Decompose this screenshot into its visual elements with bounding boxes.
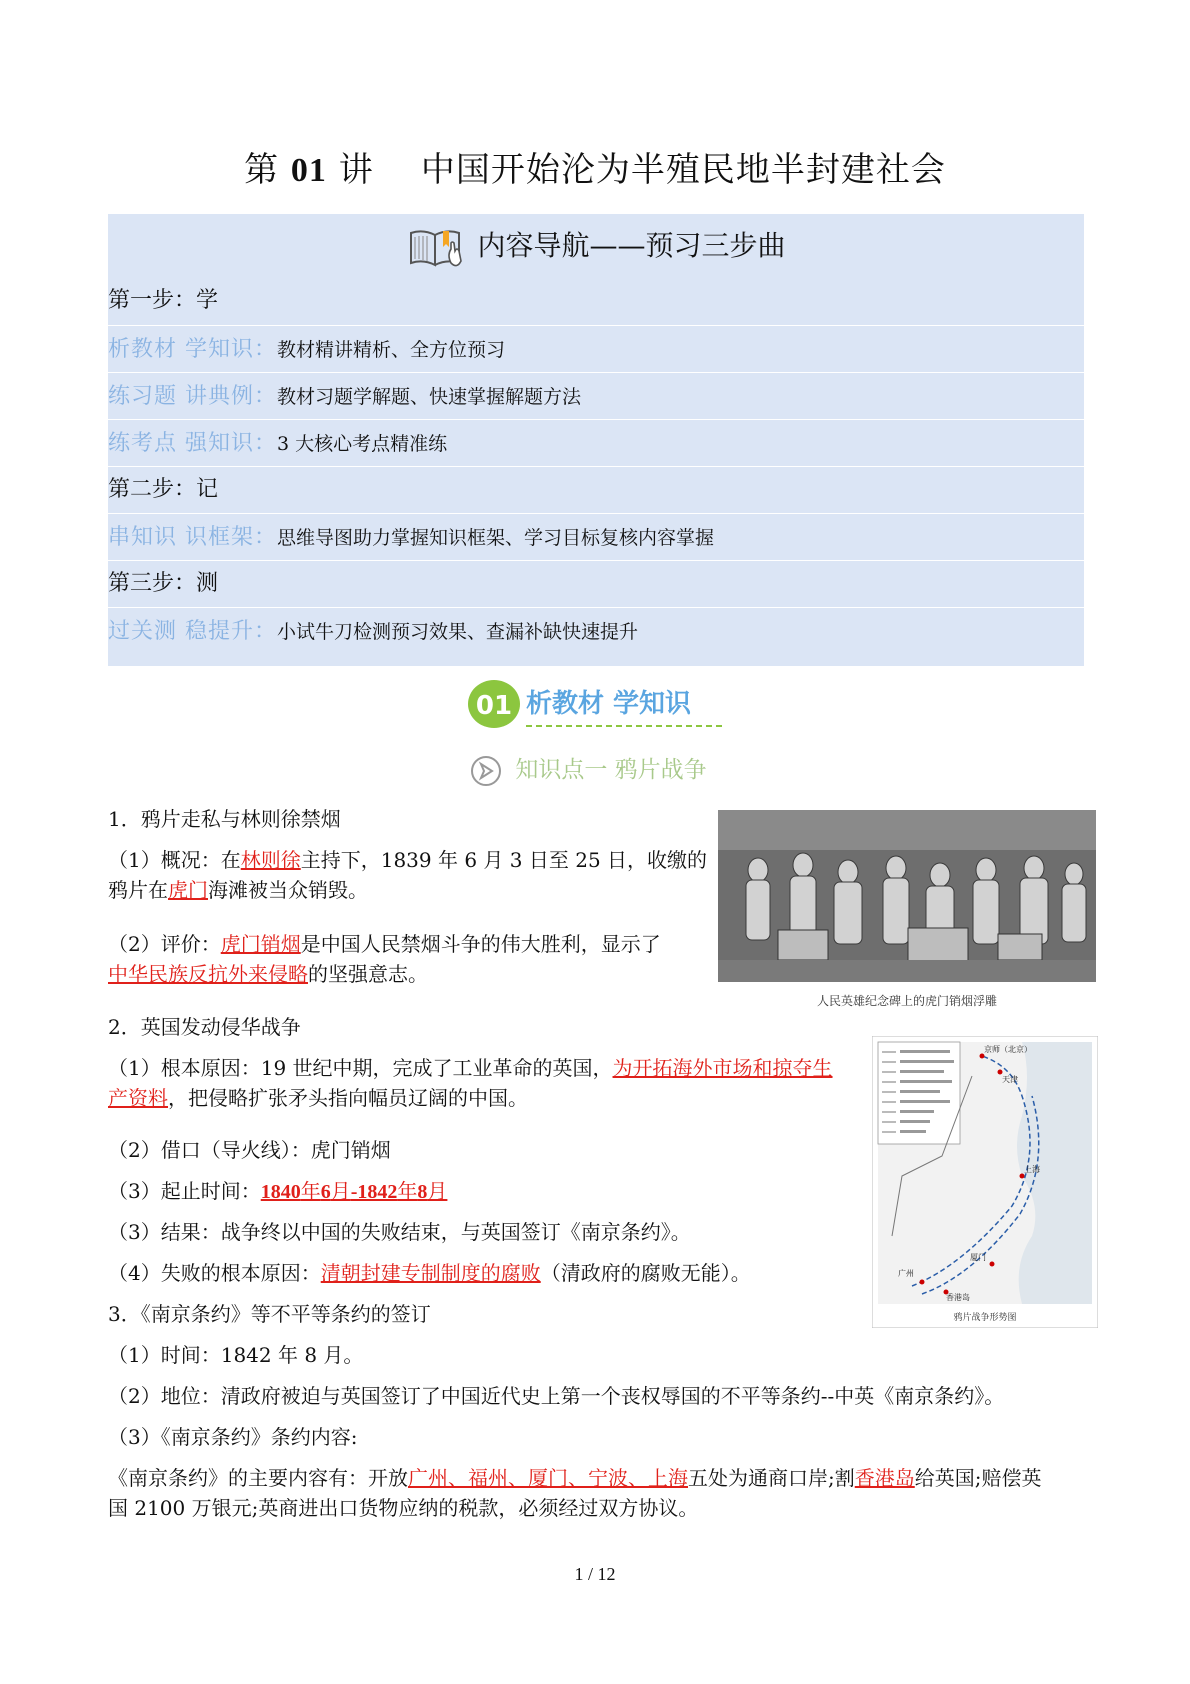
text: （1）根本原因：19 世纪中期，完成了工业革命的英国， [108,1056,613,1080]
heading-3 [108,1299,431,1329]
paragraph-pretext [108,1135,391,1165]
knowledge-point-text: 知识点一 鸦片战争 [515,757,707,783]
highlight-text: 月 [330,1179,351,1203]
paragraph-failure-cause [108,1258,751,1288]
map-label-hongkong: 香港岛 [946,1293,970,1302]
paragraph-root-cause [108,1053,833,1113]
highlight-text: 清朝封建专制制度的腐败 [320,1261,541,1285]
title-prefix: 第 [244,150,280,190]
section-badge [466,676,726,732]
map-label-xiamen: 厦门 [970,1253,986,1262]
text: （2）地位：清政府被迫与英国签订了中国近代史上第一个丧权辱国的不平等条约--中英《南京条约》。 [108,1384,1005,1408]
humen-relief-photo [718,810,1096,982]
text: 五处为通商口岸;割 [688,1466,855,1490]
text: 主持下，1839 年 6 月 3 日至 25 日，收缴的 [300,848,708,872]
paragraph-overview [108,845,707,905]
arrow-circle-icon [470,755,502,787]
title-lesson-no: 01 [290,152,327,189]
nav-row-framework [108,513,1084,560]
text: ，把侵略扩张矛头指向幅员辽阔的中国。 [168,1086,528,1110]
nav-row-value: 教材习题学解题、快速掌握解题方法 [277,386,582,408]
text: 《南京条约》的主要内容有：开放 [108,1466,408,1490]
section-badge-number: 01 [475,691,513,721]
highlight-text: 虎门 [168,878,208,902]
paragraph-evaluation [108,929,661,989]
highlight-text: 月 [427,1179,448,1203]
paragraph-result [108,1217,691,1247]
text: （1）概况：在 [108,848,241,872]
nav-row-value: 思维导图助力掌握知识框架、学习目标复核内容掌握 [277,527,715,549]
text: （2）借口（导火线）：虎门销烟 [108,1138,391,1162]
map-label-shanghai: 上海 [1024,1165,1040,1174]
text: （3）起止时间： [108,1179,261,1203]
highlight-text: 林则徐 [240,848,301,872]
text: （2）评价： [108,932,221,956]
paragraph-treaty-content-heading [108,1422,357,1452]
nav-row-label: 析教材 学知识： [108,337,277,362]
paragraph-treaty-content [108,1463,1088,1523]
nav-step-3 [108,560,1084,607]
page-number: 1 / 12 [574,1564,616,1584]
map-label-beijing: 京师（北京） [984,1045,1032,1054]
highlight-text: 年 [300,1179,321,1203]
highlight-year: 1840 [260,1181,301,1203]
nav-step-3-text: 第三步：测 [108,571,219,596]
text: （3）结果：战争终以中国的失败结束，与英国签订《南京条约》。 [108,1220,691,1244]
title-suffix: 讲 [338,150,374,190]
nav-row-value: 3 大核心考点精准练 [277,433,448,455]
opium-war-map [872,1036,1098,1328]
knowledge-point-heading [470,752,707,788]
nav-step-2 [108,466,1084,513]
map-label-tianjin: 天津 [1002,1075,1018,1084]
nav-row-analyze [108,325,1084,372]
highlight-text: 香港岛 [854,1466,915,1490]
text: （清政府的腐败无能）。 [540,1261,751,1285]
heading-1-text: 1．鸦片走私与林则徐禁烟 [108,807,341,831]
nav-heading-text: 内容导航——预习三步曲 [477,229,786,262]
nav-heading [108,222,1084,270]
section-badge-text: 析教材 学知识 [526,689,692,719]
paragraph-treaty-time [108,1340,363,1370]
nav-row-value: 小试牛刀检测预习效果、查漏补缺快速提升 [277,621,639,643]
highlight-text: 年 [397,1179,418,1203]
text: 给英国;赔偿英 [914,1466,1042,1490]
nav-step-1 [108,278,1084,324]
nav-row-value: 教材精讲精析、全方位预习 [277,339,506,361]
heading-2 [108,1012,301,1042]
paragraph-duration [108,1176,447,1207]
nav-step-2-text: 第二步：记 [108,477,219,502]
nav-row-label: 过关测 稳提升： [108,619,277,644]
text: 海滩被当众销毁。 [208,878,368,902]
nav-row-label: 练考点 强知识： [108,431,277,456]
text: 的坚强意志。 [308,962,428,986]
heading-1 [108,804,341,834]
nav-row-label: 练习题 讲典例： [108,384,277,409]
photo-caption: 人民英雄纪念碑上的虎门销烟浮雕 [816,994,997,1008]
text: 国 2100 万银元;英商进出口货物应纳的税款，必须经过双方协议。 [108,1496,699,1520]
nav-row-test [108,607,1084,654]
document-title [0,142,1190,191]
text: （3）《南京条约》条约内容: [108,1425,358,1449]
highlight-text: 为开拓海外市场和掠夺生 [612,1056,833,1080]
highlight-text: 产资料 [108,1086,168,1110]
title-main: 中国开始沦为半殖民地半封建社会 [420,150,946,190]
highlight-year: -1842 [350,1181,398,1203]
highlight-text: 中华民族反抗外来侵略 [108,962,308,986]
paragraph-treaty-status [108,1381,1004,1411]
highlight-month: 6 [320,1181,331,1203]
text: 鸦片在 [108,878,168,902]
heading-3-text: 3．《南京条约》等不平等条约的签订 [108,1302,431,1326]
text: （1）时间：1842 年 8 月。 [108,1343,364,1367]
highlight-text: 广州、福州、厦门、宁波、上海 [408,1466,688,1490]
map-caption: 鸦片战争形势图 [953,1313,1017,1323]
map-label-guangzhou: 广州 [898,1269,914,1278]
nav-row-exam-points [108,419,1084,466]
heading-2-text: 2．英国发动侵华战争 [108,1015,301,1039]
text: （4）失败的根本原因： [108,1261,321,1285]
book-icon [407,225,465,271]
highlight-month: 8 [417,1181,428,1203]
highlight-text: 虎门销烟 [220,932,301,956]
nav-row-label: 串知识 识框架： [108,525,277,550]
nav-row-practice [108,372,1084,419]
content-navigation-box [108,214,1084,666]
text: 是中国人民禁烟斗争的伟大胜利，显示了 [300,932,661,956]
nav-step-1-text: 第一步：学 [108,288,219,313]
